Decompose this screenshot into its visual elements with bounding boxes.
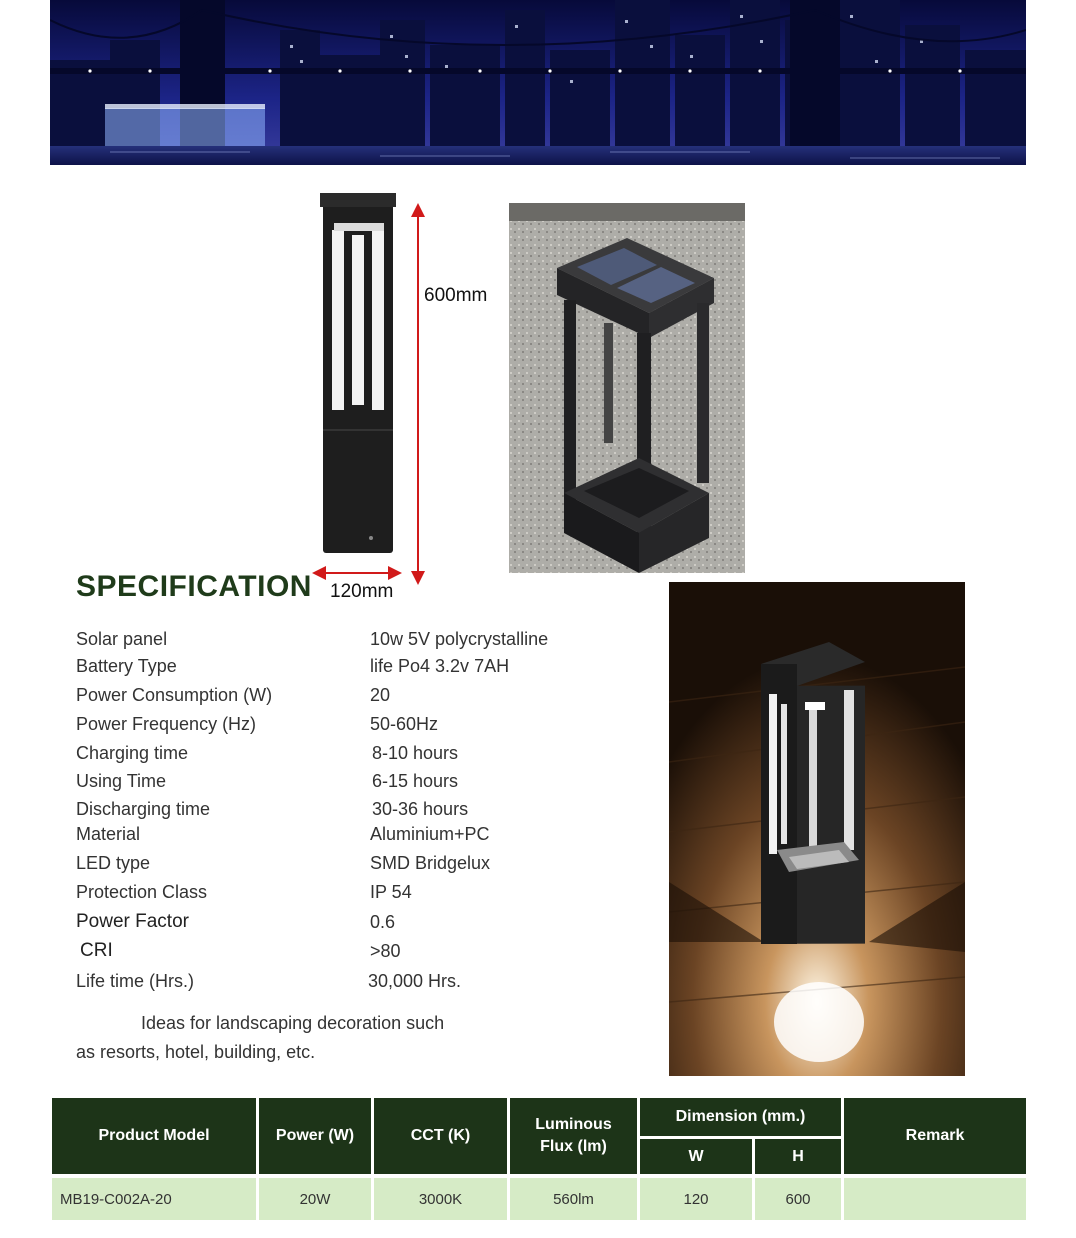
spec-label: Battery Type [76, 656, 177, 676]
header-luminous-flux [510, 1098, 637, 1174]
spec-value: 6-15 hours [372, 771, 459, 791]
spec-label: Protection Class [76, 882, 208, 902]
ideas-line-1: Ideas for landscaping decoration such [141, 1013, 445, 1033]
header-dimension-h: H [755, 1139, 841, 1174]
spec-value: 30-36 hours [372, 799, 469, 819]
ideas-line-2: as resorts, hotel, building, etc. [76, 1042, 316, 1062]
spec-label: Charging time [76, 743, 189, 763]
cell-dimension-w: 120 [640, 1178, 752, 1220]
spec-value: IP 54 [370, 882, 412, 902]
spec-label: Power Consumption (W) [76, 685, 273, 705]
spec-value: 8-10 hours [372, 743, 459, 763]
spec-label: Material [76, 824, 141, 844]
spec-label: Power Frequency (Hz) [76, 714, 257, 734]
spec-label: CRI [80, 940, 113, 961]
cell-cct: 3000K [374, 1178, 507, 1220]
spec-label: Solar panel [76, 629, 168, 649]
spec-label: LED type [76, 853, 151, 873]
product-photo-daylight [509, 203, 745, 573]
cell-luminous-flux: 560lm [510, 1178, 637, 1220]
spec-value: 50-60Hz [370, 714, 439, 734]
spec-value: 20 [370, 685, 391, 705]
height-dimension-label: 600mm [424, 285, 488, 306]
header-luminous-flux-line2: Flux (lm) [540, 1138, 607, 1155]
header-remark: Remark [844, 1098, 1026, 1174]
spec-value: >80 [370, 941, 401, 961]
cell-product-model: MB19-C002A-20 [52, 1178, 256, 1220]
spec-label: Power Factor [76, 911, 189, 932]
product-table [52, 1098, 1026, 1222]
bollard-drawing [300, 185, 520, 605]
spec-label: Using Time [76, 771, 167, 791]
spec-value: 0.6 [370, 912, 396, 932]
header-product-model: Product Model [52, 1098, 256, 1174]
spec-label: Life time (Hrs.) [76, 971, 195, 991]
header-luminous-flux-line1: Luminous [535, 1116, 612, 1133]
cell-dimension-h: 600 [755, 1178, 841, 1220]
spec-value: 10w 5V polycrystalline [370, 629, 549, 649]
header-cct: CCT (K) [374, 1098, 507, 1174]
header-power: Power (W) [259, 1098, 371, 1174]
header-dimension-w: W [640, 1139, 752, 1174]
spec-value: life Po4 3.2v 7AH [370, 656, 510, 676]
spec-value: SMD Bridgelux [370, 853, 491, 873]
spec-title: SPECIFICATION [76, 570, 312, 603]
cell-power: 20W [259, 1178, 371, 1220]
width-dimension-label: 120mm [330, 581, 394, 602]
spec-label: Discharging time [76, 799, 211, 819]
spec-value: 30,000 Hrs. [368, 971, 462, 991]
product-photo-night [669, 582, 965, 1076]
spec-value: Aluminium+PC [370, 824, 490, 844]
cell-remark [844, 1178, 1026, 1220]
header-dimension: Dimension (mm.) [640, 1098, 841, 1136]
city-skyline-banner [50, 0, 1026, 165]
